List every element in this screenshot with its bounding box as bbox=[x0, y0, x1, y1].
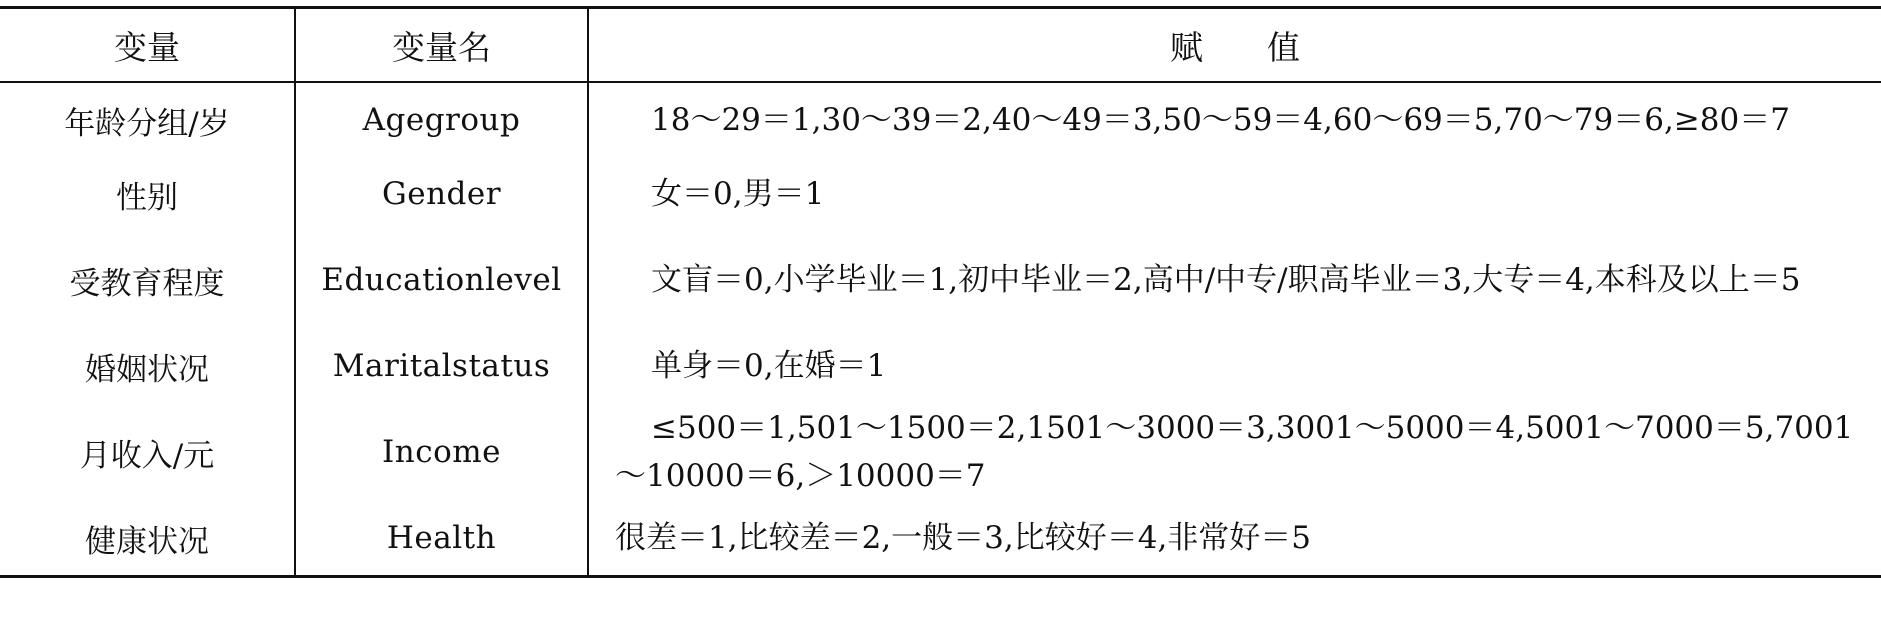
cell-assignment-text: 女＝0,男＝1 bbox=[651, 176, 825, 212]
table-row bbox=[0, 403, 1881, 501]
cell-variable: 受教育程度 bbox=[69, 265, 225, 302]
cell-assignment bbox=[588, 403, 1881, 501]
header-variable: 变量 bbox=[114, 27, 180, 67]
cell-assignment-text: ≤500＝1,501～1500＝2,1501～3000＝3,3001～5000＝4,5001～7000＝5,7001～10000＝6,＞10000＝7 bbox=[615, 410, 1854, 494]
cell-assignment-text: 很差＝1,比较差＝2,一般＝3,比较好＝4,非常好＝5 bbox=[615, 520, 1312, 556]
cell-variable-name: Gender bbox=[295, 157, 588, 231]
table-row bbox=[0, 329, 1881, 403]
cell-assignment bbox=[588, 157, 1881, 231]
data-table bbox=[0, 6, 1881, 578]
table-header-row bbox=[0, 8, 1881, 83]
variable-assignment-table bbox=[0, 6, 1881, 578]
cell-assignment-text: 18～29＝1,30～39＝2,40～49＝3,50～59＝4,60～69＝5,70～79＝6,≥80＝7 bbox=[651, 102, 1790, 138]
cell-assignment-text: 单身＝0,在婚＝1 bbox=[651, 348, 887, 384]
cell-variable-name: Agegroup bbox=[295, 82, 588, 157]
cell-variable: 性别 bbox=[116, 179, 178, 216]
cell-assignment bbox=[588, 501, 1881, 577]
cell-assignment bbox=[588, 329, 1881, 403]
table-row bbox=[0, 501, 1881, 577]
table-row bbox=[0, 157, 1881, 231]
cell-variable-name: Maritalstatus bbox=[295, 329, 588, 403]
header-assignment-part1: 赋 bbox=[1170, 27, 1203, 67]
header-assignment bbox=[588, 8, 1881, 83]
cell-variable-name: Income bbox=[295, 403, 588, 501]
table-row bbox=[0, 82, 1881, 157]
cell-assignment-text: 文盲＝0,小学毕业＝1,初中毕业＝2,高中/中专/职高毕业＝3,大专＝4,本科及以上＝5 bbox=[651, 262, 1801, 298]
cell-assignment bbox=[588, 82, 1881, 157]
cell-variable-name: Educationlevel bbox=[295, 231, 588, 329]
table-row bbox=[0, 231, 1881, 329]
cell-variable: 年龄分组/岁 bbox=[64, 105, 230, 142]
cell-variable: 婚姻状况 bbox=[85, 351, 209, 388]
cell-assignment bbox=[588, 231, 1881, 329]
cell-variable: 月收入/元 bbox=[79, 437, 215, 474]
cell-variable-name: Health bbox=[295, 501, 588, 577]
cell-variable: 健康状况 bbox=[85, 523, 209, 560]
header-assignment-part2: 值 bbox=[1267, 27, 1300, 67]
header-variable-name: 变量名 bbox=[295, 8, 588, 83]
